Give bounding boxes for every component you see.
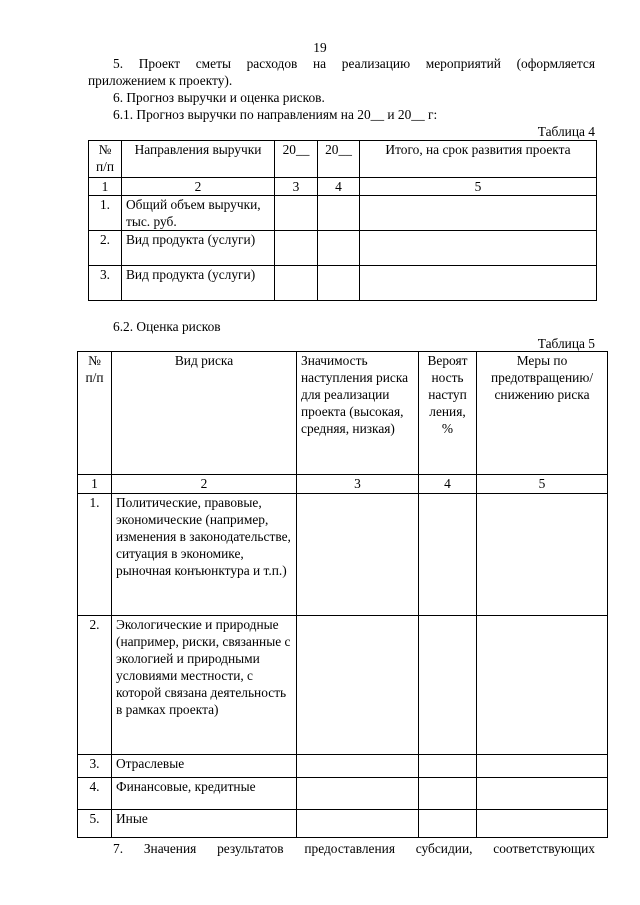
table-row <box>78 616 608 755</box>
header-prevention-measures: Меры по предотвращению/ снижению риска <box>477 352 608 475</box>
empty-cell <box>477 810 608 838</box>
empty-cell <box>297 616 419 755</box>
empty-cell <box>419 810 477 838</box>
row-number: 2. <box>89 231 122 266</box>
header-year-1: 20__ <box>275 141 318 178</box>
risk-assessment-table <box>77 351 608 838</box>
section-6-1-heading: 6.1. Прогноз выручки по направлениям на 20__ и 20__ г: <box>113 107 438 122</box>
table-4-caption: Таблица 4 <box>537 124 595 139</box>
header-significance: Значимость наступления риска для реализации проекта (высокая, средняя, низкая) <box>297 352 419 475</box>
empty-cell <box>360 266 597 301</box>
table-header-row <box>78 352 608 475</box>
column-number: 1 <box>89 178 122 196</box>
column-number: 2 <box>112 475 297 494</box>
empty-cell <box>477 778 608 810</box>
header-number: № п/п <box>89 141 122 178</box>
empty-cell <box>297 810 419 838</box>
empty-cell <box>297 778 419 810</box>
empty-cell <box>297 494 419 616</box>
row-number: 1. <box>78 494 112 616</box>
column-number: 3 <box>297 475 419 494</box>
table-row <box>89 231 597 266</box>
empty-cell <box>275 196 318 231</box>
empty-cell <box>419 494 477 616</box>
section-5-line-2: приложением к проекту). <box>88 73 233 88</box>
row-number: 1. <box>89 196 122 231</box>
row-number: 4. <box>78 778 112 810</box>
column-number-row <box>78 475 608 494</box>
risk-type-cell: Иные <box>112 810 297 838</box>
table-row <box>78 810 608 838</box>
page-number: 19 <box>313 40 327 55</box>
column-number: 2 <box>122 178 275 196</box>
risk-type-cell: Экологические и природные (например, риски, связанные с экологией и природными условиями местности, с которой связана деятельность в рамках проекта) <box>112 616 297 755</box>
row-number: 2. <box>78 616 112 755</box>
revenue-direction-cell: Вид продукта (услуги) <box>122 231 275 266</box>
empty-cell <box>360 231 597 266</box>
table-row <box>78 494 608 616</box>
risk-type-cell: Политические, правовые, экономические (например, изменения в законодательстве, ситуация в экономике, рыночная конъюнктура и т.п.) <box>112 494 297 616</box>
section-7-line-1: 7. Значения результатов предоставления субсидии, соответствующих <box>113 841 595 856</box>
empty-cell <box>419 616 477 755</box>
empty-cell <box>297 755 419 778</box>
column-number: 5 <box>477 475 608 494</box>
empty-cell <box>275 266 318 301</box>
empty-cell <box>318 266 360 301</box>
empty-cell <box>275 231 318 266</box>
table-row <box>78 755 608 778</box>
section-6-heading: 6. Прогноз выручки и оценка рисков. <box>113 90 325 105</box>
section-5-line-1: 5. Проект сметы расходов на реализацию мероприятий (оформляется <box>113 56 595 71</box>
table-row <box>89 196 597 231</box>
header-risk-type: Вид риска <box>112 352 297 475</box>
column-number: 1 <box>78 475 112 494</box>
revenue-direction-cell: Общий объем выручки, тыс. руб. <box>122 196 275 231</box>
revenue-direction-cell: Вид продукта (услуги) <box>122 266 275 301</box>
header-number: № п/п <box>78 352 112 475</box>
table-5-caption: Таблица 5 <box>537 336 595 351</box>
column-number: 5 <box>360 178 597 196</box>
empty-cell <box>477 494 608 616</box>
column-number: 4 <box>419 475 477 494</box>
empty-cell <box>419 778 477 810</box>
row-number: 3. <box>78 755 112 778</box>
empty-cell <box>419 755 477 778</box>
empty-cell <box>477 755 608 778</box>
header-probability: Вероят ность наступ ления, % <box>419 352 477 475</box>
header-year-2: 20__ <box>318 141 360 178</box>
empty-cell <box>318 231 360 266</box>
row-number: 3. <box>89 266 122 301</box>
risk-type-cell: Отраслевые <box>112 755 297 778</box>
table-row <box>78 778 608 810</box>
column-number: 3 <box>275 178 318 196</box>
empty-cell <box>477 616 608 755</box>
table-row <box>89 266 597 301</box>
table-header-row <box>89 141 597 178</box>
section-6-2-heading: 6.2. Оценка рисков <box>113 319 221 334</box>
revenue-forecast-table <box>88 140 597 301</box>
empty-cell <box>318 196 360 231</box>
header-revenue-direction: Направления выручки <box>122 141 275 178</box>
header-total: Итого, на срок развития проекта <box>360 141 597 178</box>
column-number-row <box>89 178 597 196</box>
column-number: 4 <box>318 178 360 196</box>
empty-cell <box>360 196 597 231</box>
risk-type-cell: Финансовые, кредитные <box>112 778 297 810</box>
row-number: 5. <box>78 810 112 838</box>
